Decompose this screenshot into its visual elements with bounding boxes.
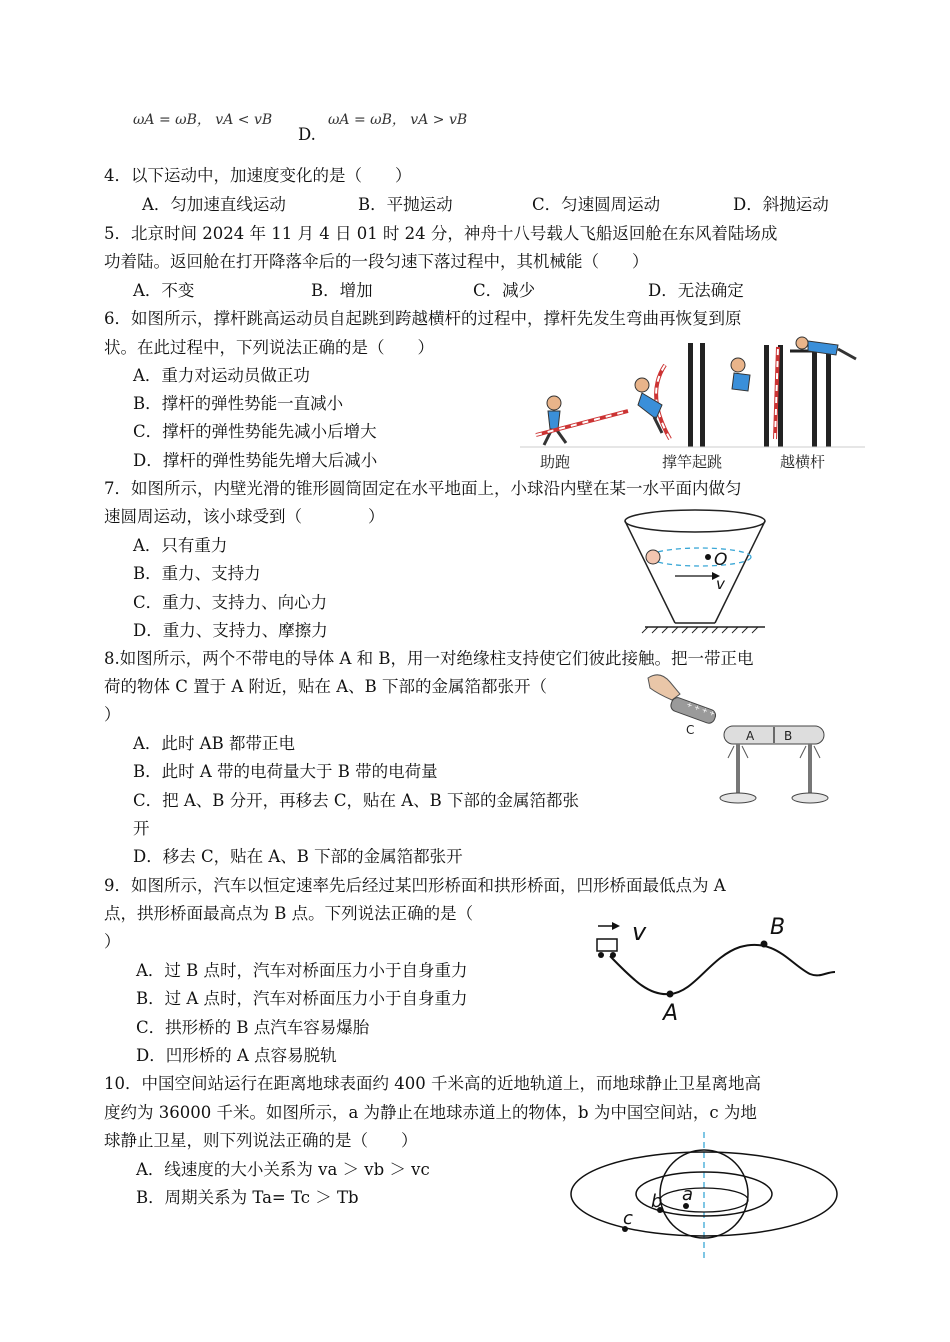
orbits-figure [565, 1130, 840, 1262]
label-satellite-c: c [623, 1208, 633, 1229]
label-over-bar: 越横杆 [780, 453, 826, 471]
q10-stem-3: 球静止卫星，则下列说法正确的是（ ） [104, 1131, 418, 1150]
prev-option-c: ωA = ωB， vA < vB [133, 112, 273, 128]
q4-option-c: C．匀速圆周运动 [532, 195, 661, 214]
pole-vault-figure [520, 335, 865, 475]
conductors-figure [640, 670, 840, 810]
cone-figure [620, 505, 770, 635]
q8-option-c-cont: 开 [133, 819, 150, 838]
q5-option-b: B．增加 [311, 281, 373, 300]
label-takeoff: 撑竿起跳 [662, 453, 723, 471]
q9-stem-2: 点，拱形桥面最高点为 B 点。下列说法正确的是（ [104, 904, 474, 923]
q7-option-c: C．重力、支持力、向心力 [133, 593, 328, 612]
q5-stem-2: 功着陆。返回舱在打开降落伞后的一段匀速下落过程中，其机械能（ ） [104, 252, 649, 271]
q9-stem-3: ） [104, 932, 121, 951]
prev-option-d-label: D. [298, 125, 316, 144]
q8-option-c: C．把 A、B 分开，再移去 C，贴在 A、B 下部的金属箔都张 [133, 791, 580, 810]
vaulter-takeoff-figure [635, 343, 705, 447]
q9-option-d: D．凹形桥的 A 点容易脱轨 [136, 1046, 337, 1065]
q6-stem-1: 6．如图所示，撑杆跳高运动员自起跳到跨越横杆的过程中，撑杆先发生弯曲再恢复到原 [104, 309, 742, 328]
q9-option-a: A．过 B 点时，汽车对桥面压力小于自身重力 [136, 961, 468, 980]
label-velocity-v: v [716, 575, 725, 593]
q7-stem-2: 速圆周运动，该小球受到（ ） [104, 507, 385, 526]
q6-stem-2: 状。在此过程中，下列说法正确的是（ ） [104, 338, 434, 357]
svg-text:+ + + +: + + + + [685, 700, 717, 719]
label-center-o: O [714, 550, 728, 570]
label-point-b: B [770, 915, 786, 940]
q10-stem-1: 10．中国空间站运行在距离地球表面约 400 千米高的近地轨道上，而地球静止卫星离地高 [104, 1074, 761, 1093]
q5-option-d: D．无法确定 [648, 281, 744, 300]
q5-option-c: C．减少 [473, 281, 536, 300]
q8-option-a: A．此时 AB 都带正电 [133, 734, 295, 753]
q5-option-a: A．不变 [133, 281, 195, 300]
q10-option-b: B．周期关系为 Ta= Tc ＞ Tb [136, 1188, 359, 1207]
q8-option-b: B．此时 A 带的电荷量大于 B 带的电荷量 [133, 762, 438, 781]
bridge-figure [590, 912, 840, 1027]
q6-option-b: B．撑杆的弹性势能一直减小 [133, 394, 344, 413]
q10-option-a: A．线速度的大小关系为 va ＞ vb ＞ vc [136, 1160, 430, 1179]
q8-stem-1: 8.如图所示，两个不带电的导体 A 和 B，用一对绝缘柱支持使它们彼此接触。把一带正电 [104, 649, 754, 668]
label-object-a: a [682, 1184, 694, 1205]
runner-figure [536, 396, 628, 445]
q6-option-d: D．撑杆的弹性势能先增大后减小 [133, 451, 378, 470]
q4-option-b: B．平抛运动 [358, 195, 453, 214]
q9-stem-1: 9．如图所示，汽车以恒定速率先后经过某凹形桥面和拱形桥面，凹形桥面最低点为 A [104, 876, 726, 895]
q8-option-d: D．移去 C，贴在 A、B 下部的金属箔都张开 [133, 847, 463, 866]
q7-stem-1: 7．如图所示，内壁光滑的锥形圆筒固定在水平地面上，小球沿内壁在某一水平面内做匀 [104, 479, 742, 498]
vaulter-over-bar-figure [731, 337, 856, 447]
q6-option-a: A．重力对运动员做正功 [133, 366, 310, 385]
q6-option-c: C．撑杆的弹性势能先减小后增大 [133, 422, 377, 441]
q8-stem-3: ） [104, 705, 121, 724]
q10-stem-2: 度约为 36000 千米。如图所示，a 为静止在地球赤道上的物体，b 为中国空间站，c 为地 [104, 1103, 757, 1122]
label-run-up: 助跑 [540, 453, 571, 471]
q7-option-d: D．重力、支持力、摩擦力 [133, 621, 328, 640]
q7-option-b: B．重力、支持力 [133, 564, 261, 583]
q7-option-a: A．只有重力 [133, 536, 228, 555]
q4-option-a: A．匀加速直线运动 [142, 195, 286, 214]
q8-stem-2: 荷的物体 C 置于 A 附近，贴在 A、B 下部的金属箔都张开（ [104, 677, 548, 696]
q4-option-d: D．斜抛运动 [733, 195, 829, 214]
prev-option-d: ωA = ωB， vA > vB [328, 112, 468, 128]
label-conductor-a: A [746, 729, 755, 743]
q9-option-b: B．过 A 点时，汽车对桥面压力小于自身重力 [136, 989, 468, 1008]
q5-stem-1: 5．北京时间 2024 年 11 月 4 日 01 时 24 分，神舟十八号载人飞船返回舱在东风着陆场成 [104, 224, 778, 243]
label-conductor-b: B [784, 729, 793, 743]
q9-option-c: C．拱形桥的 B 点汽车容易爆胎 [136, 1018, 370, 1037]
label-rod-c: C [686, 723, 695, 737]
label-point-a: A [663, 1001, 679, 1026]
label-velocity-v: v [632, 918, 647, 946]
q4-stem: 4．以下运动中，加速度变化的是（ ） [104, 166, 412, 185]
label-station-b: b [651, 1191, 663, 1212]
